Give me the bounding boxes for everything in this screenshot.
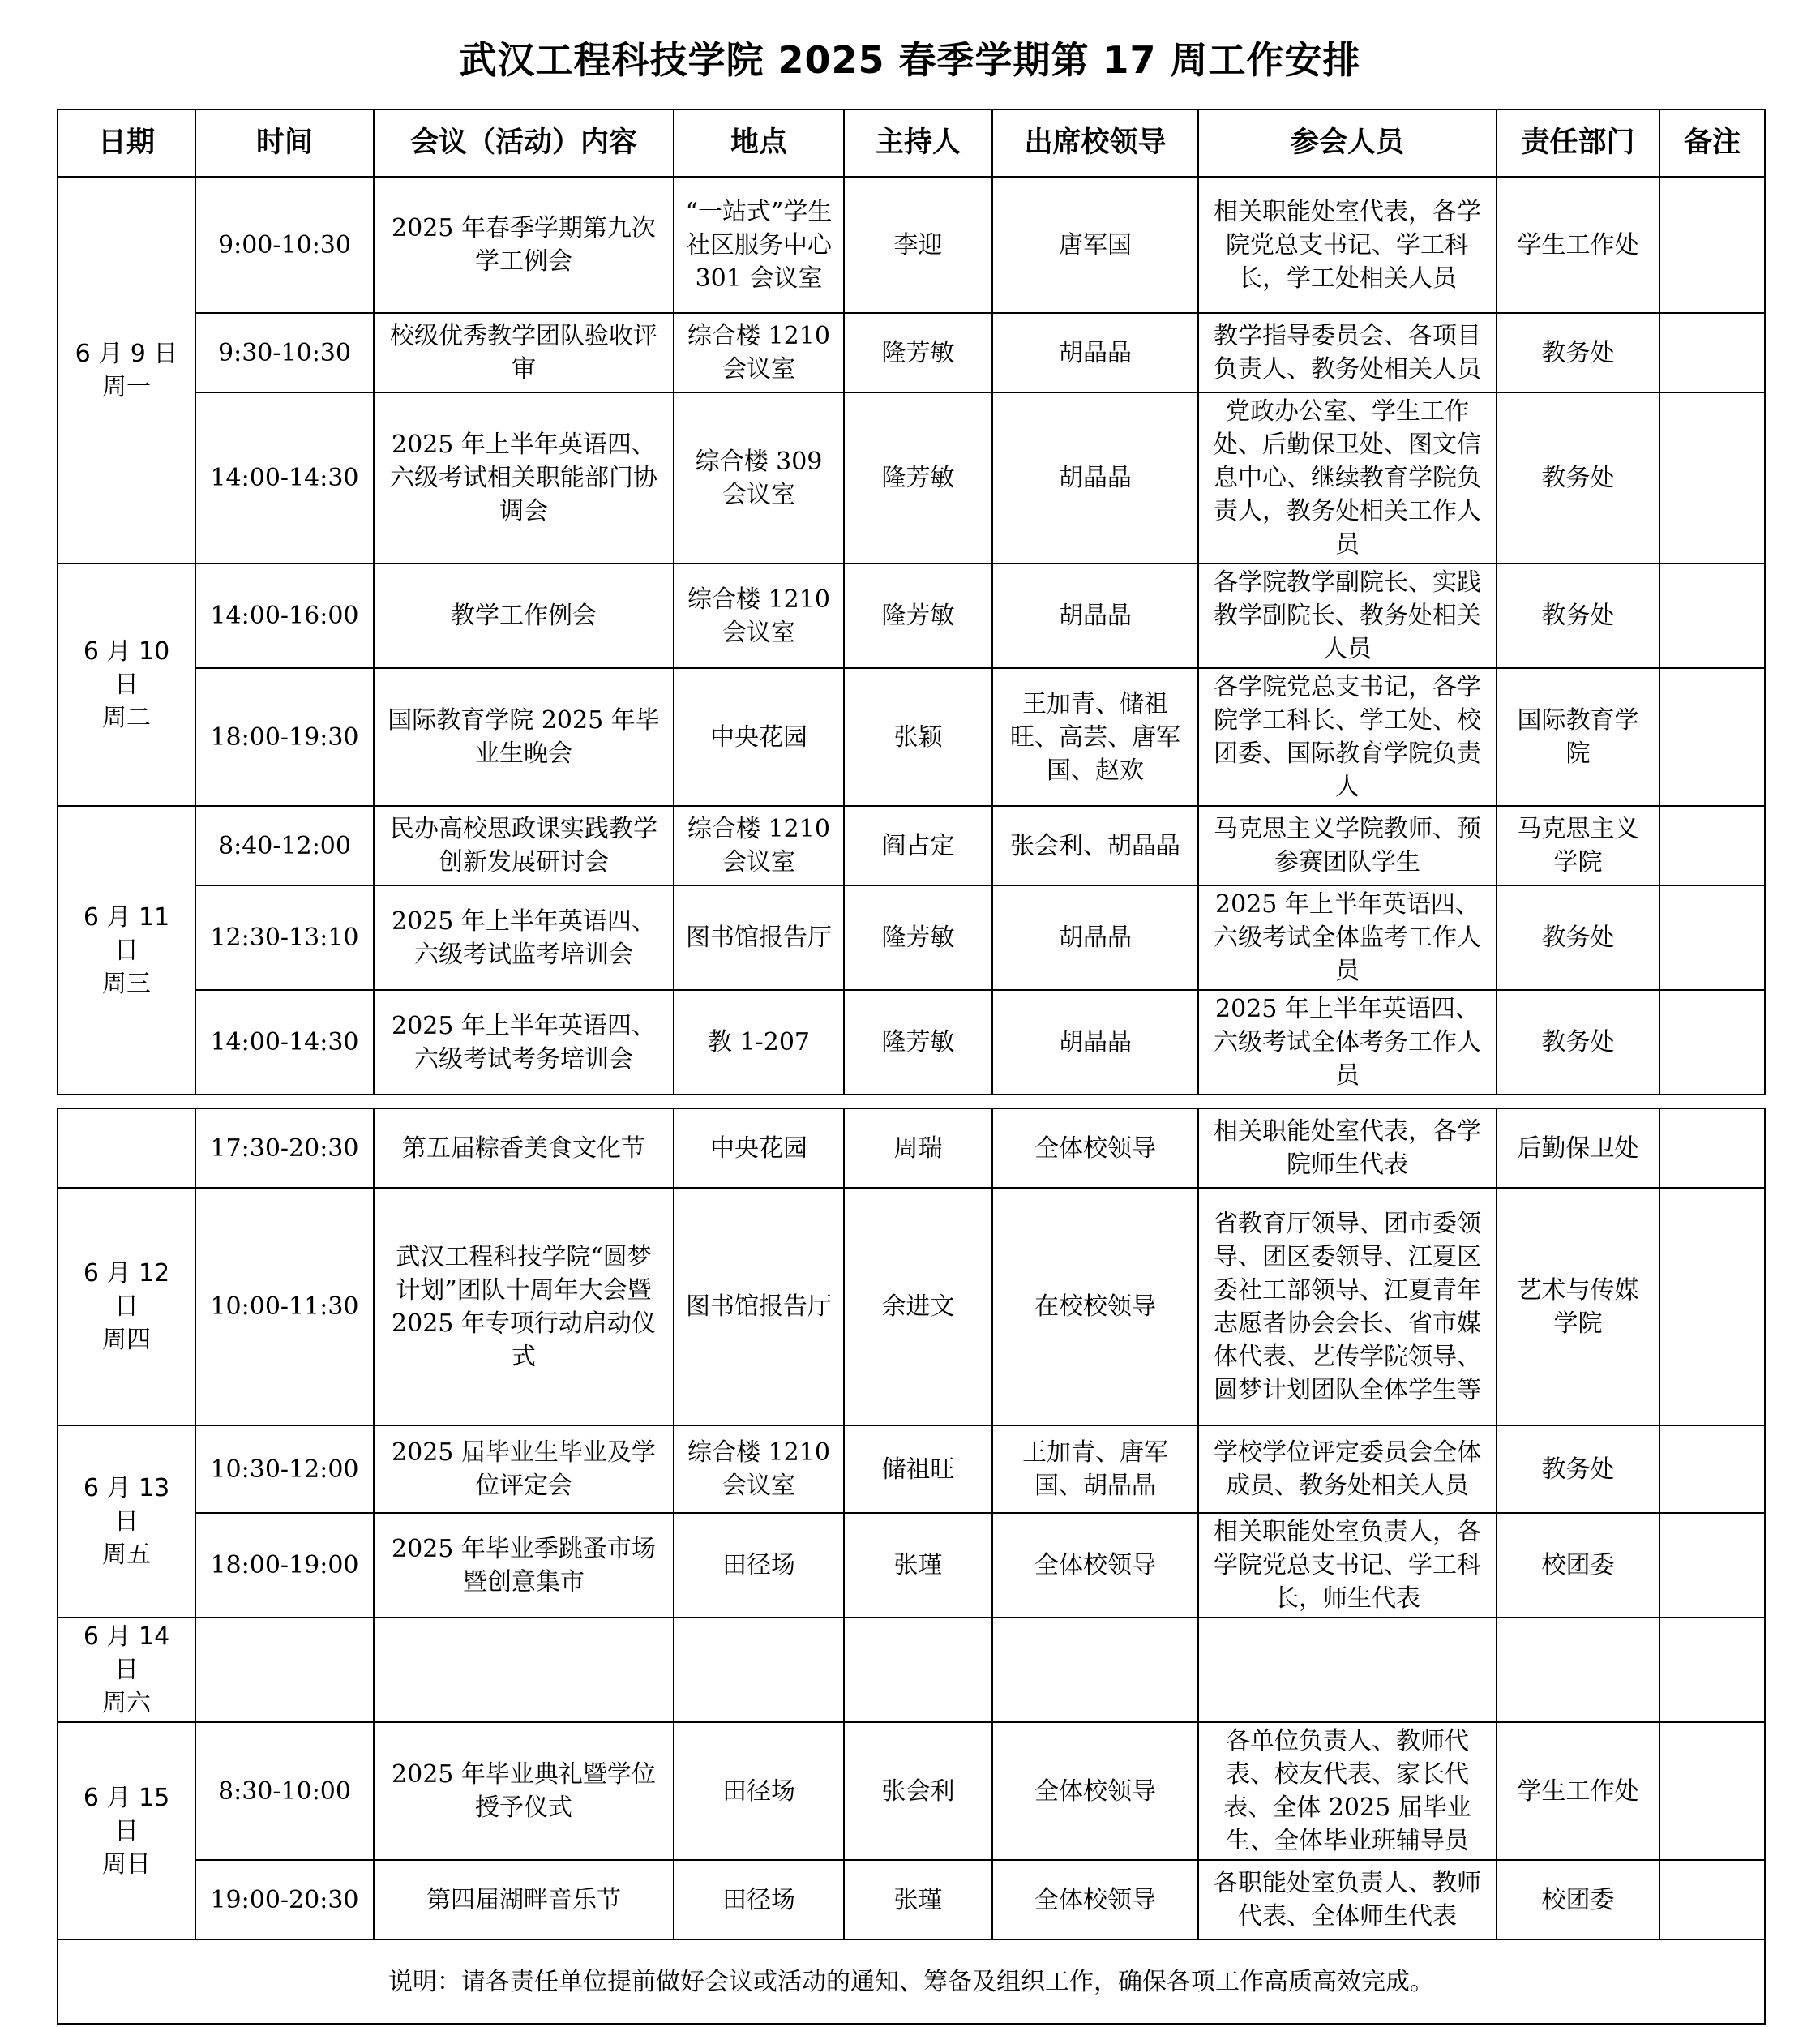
date-label: 6 月 9 日 — [75, 339, 178, 368]
dept-cell: 教务处 — [1497, 885, 1659, 990]
note-cell — [1659, 1618, 1765, 1722]
content-cell: 国际教育学院 2025 年毕业生晚会 — [374, 668, 674, 806]
attendees-cell — [1198, 1618, 1497, 1722]
attendees-cell: 省教育厅领导、团市委领导、团区委领导、江夏区委社工部领导、江夏青年志愿者协会会长、省市媒体代表、艺传学院领导、圆梦计划团队全体学生等 — [1198, 1188, 1497, 1425]
location-cell: 田径场 — [674, 1513, 844, 1618]
table-row — [58, 1860, 1765, 1939]
note-cell — [1659, 806, 1765, 885]
leaders-cell: 胡晶晶 — [992, 885, 1198, 990]
attendees-cell: 相关职能处室代表，各学院党总支书记、学工科长，学工处相关人员 — [1198, 177, 1497, 313]
attendees-cell: 相关职能处室负责人，各学院党总支书记、学工科长，师生代表 — [1198, 1513, 1497, 1618]
leaders-cell: 唐军国 — [992, 177, 1198, 313]
header-time: 时间 — [195, 109, 374, 177]
content-cell: 武汉工程科技学院“圆梦计划”团队十周年大会暨 2025 年专项行动启动仪式 — [374, 1188, 674, 1425]
host-cell: 李迎 — [844, 177, 992, 313]
note-cell — [1659, 1722, 1765, 1860]
weekday-label: 周四 — [102, 1326, 151, 1354]
location-cell: 田径场 — [674, 1722, 844, 1860]
content-cell: 民办高校思政课实践教学创新发展研讨会 — [374, 806, 674, 885]
table-row — [58, 1188, 1765, 1425]
time-cell: 14:00-16:00 — [195, 564, 374, 668]
location-cell: 教 1-207 — [674, 990, 844, 1095]
weekday-label: 周六 — [102, 1689, 151, 1717]
dept-cell: 校团委 — [1497, 1513, 1659, 1618]
header-attendees: 参会人员 — [1198, 109, 1497, 177]
weekday-label: 周一 — [102, 372, 151, 401]
date-cell-monday — [58, 177, 195, 564]
date-cell-tuesday — [58, 564, 195, 806]
host-cell: 隆芳敏 — [844, 392, 992, 564]
note-cell — [1659, 392, 1765, 564]
host-cell: 储祖旺 — [844, 1425, 992, 1513]
table-row — [58, 564, 1765, 668]
leaders-cell: 胡晶晶 — [992, 392, 1198, 564]
date-label: 6 月 12 日 — [83, 1259, 170, 1321]
attendees-cell: 教学指导委员会、各项目负责人、教务处相关人员 — [1198, 313, 1497, 392]
schedule-table-part-1 — [57, 109, 1766, 1095]
note-cell — [1659, 564, 1765, 668]
dept-cell: 校团委 — [1497, 1860, 1659, 1939]
time-cell: 14:00-14:30 — [195, 392, 374, 564]
location-cell: 田径场 — [674, 1860, 844, 1939]
attendees-cell: 2025 年上半年英语四、六级考试全体监考工作人员 — [1198, 885, 1497, 990]
content-cell: 第五届粽香美食文化节 — [374, 1108, 674, 1188]
content-cell: 2025 届毕业生毕业及学位评定会 — [374, 1425, 674, 1513]
weekday-label: 周二 — [102, 704, 151, 732]
host-cell: 隆芳敏 — [844, 564, 992, 668]
dept-cell: 学生工作处 — [1497, 177, 1659, 313]
note-cell — [1659, 885, 1765, 990]
content-cell: 2025 年上半年英语四、六级考试监考培训会 — [374, 885, 674, 990]
date-cell-empty — [58, 1108, 195, 1188]
table-row — [58, 1722, 1765, 1860]
location-cell: 综合楼 309 会议室 — [674, 392, 844, 564]
date-cell-wednesday — [58, 806, 195, 1095]
host-cell: 隆芳敏 — [844, 990, 992, 1095]
dept-cell: 艺术与传媒学院 — [1497, 1188, 1659, 1425]
header-date: 日期 — [58, 109, 195, 177]
location-cell: 图书馆报告厅 — [674, 1188, 844, 1425]
schedule-table-part-2 — [57, 1108, 1766, 2025]
weekday-label: 周日 — [102, 1849, 151, 1879]
table-row — [58, 806, 1765, 885]
dept-cell: 教务处 — [1497, 564, 1659, 668]
time-cell: 14:00-14:30 — [195, 990, 374, 1095]
content-cell: 2025 年上半年英语四、六级考试相关职能部门协调会 — [374, 392, 674, 564]
date-label: 6 月 10 日 — [83, 637, 170, 699]
table-row — [58, 668, 1765, 806]
time-cell: 18:00-19:30 — [195, 668, 374, 806]
note-cell — [1659, 177, 1765, 313]
leaders-cell: 全体校领导 — [992, 1722, 1198, 1860]
header-content: 会议（活动）内容 — [374, 109, 674, 177]
weekday-label: 周三 — [102, 969, 151, 998]
attendees-cell: 相关职能处室代表，各学院师生代表 — [1198, 1108, 1497, 1188]
host-cell: 余进文 — [844, 1188, 992, 1425]
content-cell: 2025 年春季学期第九次学工例会 — [374, 177, 674, 313]
leaders-cell: 王加青、唐军国、胡晶晶 — [992, 1425, 1198, 1513]
host-cell: 阎占定 — [844, 806, 992, 885]
attendees-cell: 各学院教学副院长、实践教学副院长、教务处相关人员 — [1198, 564, 1497, 668]
content-cell: 2025 年毕业典礼暨学位授予仪式 — [374, 1722, 674, 1860]
date-label: 6 月 15 日 — [83, 1783, 170, 1845]
location-cell: 综合楼 1210 会议室 — [674, 1425, 844, 1513]
host-cell: 张瑾 — [844, 1513, 992, 1618]
host-cell: 张瑾 — [844, 1860, 992, 1939]
header-note: 备注 — [1659, 109, 1765, 177]
table-row — [58, 1425, 1765, 1513]
leaders-cell: 王加青、储祖旺、高芸、唐军国、赵欢 — [992, 668, 1198, 806]
header-leaders: 出席校领导 — [992, 109, 1198, 177]
date-cell-sunday — [58, 1722, 195, 1939]
host-cell: 周瑞 — [844, 1108, 992, 1188]
leaders-cell: 在校校领导 — [992, 1188, 1198, 1425]
table-row — [58, 392, 1765, 564]
content-cell: 2025 年毕业季跳蚤市场暨创意集市 — [374, 1513, 674, 1618]
location-cell: 综合楼 1210 会议室 — [674, 313, 844, 392]
host-cell: 隆芳敏 — [844, 313, 992, 392]
note-cell — [1659, 1108, 1765, 1188]
table-row — [58, 1108, 1765, 1188]
dept-cell: 教务处 — [1497, 313, 1659, 392]
dept-cell: 教务处 — [1497, 990, 1659, 1095]
leaders-cell: 胡晶晶 — [992, 564, 1198, 668]
note-cell — [1659, 1188, 1765, 1425]
time-cell: 17:30-20:30 — [195, 1108, 374, 1188]
dept-cell: 马克思主义学院 — [1497, 806, 1659, 885]
header-location: 地点 — [674, 109, 844, 177]
header-host: 主持人 — [844, 109, 992, 177]
location-cell: 综合楼 1210 会议室 — [674, 564, 844, 668]
time-cell: 9:00-10:30 — [195, 177, 374, 313]
note-cell — [1659, 1425, 1765, 1513]
time-cell: 18:00-19:00 — [195, 1513, 374, 1618]
table-row — [58, 885, 1765, 990]
location-cell: 综合楼 1210 会议室 — [674, 806, 844, 885]
attendees-cell: 2025 年上半年英语四、六级考试全体考务工作人员 — [1198, 990, 1497, 1095]
location-cell: 图书馆报告厅 — [674, 885, 844, 990]
host-cell: 隆芳敏 — [844, 885, 992, 990]
leaders-cell: 全体校领导 — [992, 1860, 1198, 1939]
dept-cell: 学生工作处 — [1497, 1722, 1659, 1860]
time-cell: 10:30-12:00 — [195, 1425, 374, 1513]
time-cell: 12:30-13:10 — [195, 885, 374, 990]
note-cell — [1659, 990, 1765, 1095]
note-cell — [1659, 668, 1765, 806]
page-title: 武汉工程科技学院 2025 春季学期第 17 周工作安排 — [459, 38, 1361, 82]
attendees-cell: 党政办公室、学生工作处、后勤保卫处、图文信息中心、继续教育学院负责人，教务处相关工作人员 — [1198, 392, 1497, 564]
header-row — [58, 109, 1765, 177]
attendees-cell: 各单位负责人、教师代表、校友代表、家长代表、全体 2025 届毕业生、全体毕业班辅导员 — [1198, 1722, 1497, 1860]
leaders-cell — [992, 1618, 1198, 1722]
attendees-cell: 学校学位评定委员会全体成员、教务处相关人员 — [1198, 1425, 1497, 1513]
table-row — [58, 1513, 1765, 1618]
leaders-cell: 全体校领导 — [992, 1108, 1198, 1188]
date-cell-friday — [58, 1425, 195, 1618]
note-cell — [1659, 1513, 1765, 1618]
leaders-cell: 胡晶晶 — [992, 313, 1198, 392]
footer-row — [58, 1939, 1765, 2024]
attendees-cell: 各职能处室负责人、教师代表、全体师生代表 — [1198, 1860, 1497, 1939]
dept-cell: 教务处 — [1497, 1425, 1659, 1513]
leaders-cell: 胡晶晶 — [992, 990, 1198, 1095]
host-cell: 张会利 — [844, 1722, 992, 1860]
location-cell — [674, 1618, 844, 1722]
header-dept: 责任部门 — [1497, 109, 1659, 177]
table-row — [58, 313, 1765, 392]
note-cell — [1659, 313, 1765, 392]
date-cell-thursday — [58, 1188, 195, 1425]
location-cell: 中央花园 — [674, 1108, 844, 1188]
footer-note: 说明：请各责任单位提前做好会议或活动的通知、筹备及组织工作，确保各项工作高质高效完成。 — [58, 1939, 1765, 2024]
time-cell: 10:00-11:30 — [195, 1188, 374, 1425]
host-cell: 张颖 — [844, 668, 992, 806]
note-cell — [1659, 1860, 1765, 1939]
leaders-cell: 张会利、胡晶晶 — [992, 806, 1198, 885]
table-row — [58, 990, 1765, 1095]
dept-cell: 教务处 — [1497, 392, 1659, 564]
table-row — [58, 1618, 1765, 1722]
content-cell — [374, 1618, 674, 1722]
attendees-cell: 马克思主义学院教师、预参赛团队学生 — [1198, 806, 1497, 885]
time-cell: 9:30-10:30 — [195, 313, 374, 392]
host-cell — [844, 1618, 992, 1722]
dept-cell: 国际教育学院 — [1497, 668, 1659, 806]
location-cell: “一站式”学生社区服务中心 301 会议室 — [674, 177, 844, 313]
leaders-cell: 全体校领导 — [992, 1513, 1198, 1618]
weekday-label: 周五 — [102, 1541, 151, 1569]
date-cell-saturday — [58, 1618, 195, 1722]
time-cell: 8:40-12:00 — [195, 806, 374, 885]
dept-cell — [1497, 1618, 1659, 1722]
content-cell: 教学工作例会 — [374, 564, 674, 668]
date-label: 6 月 13 日 — [83, 1474, 170, 1536]
attendees-cell: 各学院党总支书记，各学院学工科长、学工处、校团委、国际教育学院负责人 — [1198, 668, 1497, 806]
date-label: 6 月 11 日 — [83, 902, 170, 965]
content-cell: 2025 年上半年英语四、六级考试考务培训会 — [374, 990, 674, 1095]
dept-cell: 后勤保卫处 — [1497, 1108, 1659, 1188]
content-cell: 第四届湖畔音乐节 — [374, 1860, 674, 1939]
location-cell: 中央花园 — [674, 668, 844, 806]
date-label: 6 月 14 日 — [83, 1622, 170, 1684]
time-cell: 8:30-10:00 — [195, 1722, 374, 1860]
time-cell: 19:00-20:30 — [195, 1860, 374, 1939]
time-cell — [195, 1618, 374, 1722]
table-row — [58, 177, 1765, 313]
content-cell: 校级优秀教学团队验收评审 — [374, 313, 674, 392]
